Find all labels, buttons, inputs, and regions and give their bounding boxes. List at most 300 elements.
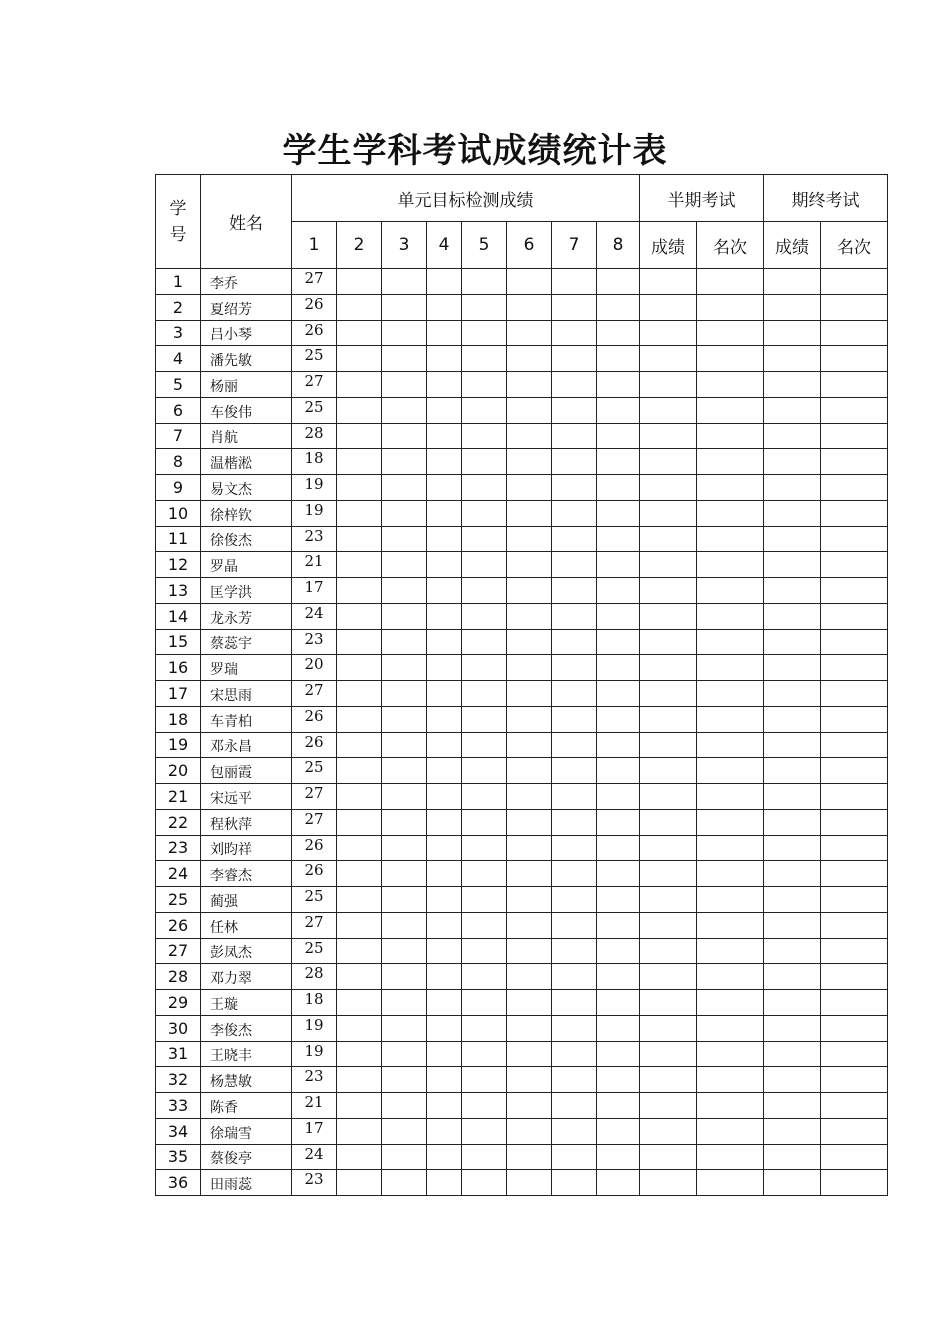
student-name-cell: 李俊杰 xyxy=(201,1015,292,1041)
final-score-cell xyxy=(764,372,821,398)
unit-3-score-cell xyxy=(382,1093,427,1119)
unit-2-score-cell xyxy=(337,475,382,501)
student-name-cell: 邓永昌 xyxy=(201,732,292,758)
unit-5-score-cell xyxy=(462,1041,507,1067)
unit-3-score-cell xyxy=(382,629,427,655)
midterm-rank-cell xyxy=(697,294,764,320)
midterm-rank-cell xyxy=(697,526,764,552)
unit-6-score-cell xyxy=(507,912,552,938)
unit-6-score-cell xyxy=(507,346,552,372)
midterm-rank-cell xyxy=(697,269,764,295)
student-no-cell: 13 xyxy=(156,578,201,604)
student-name-cell: 徐瑞雪 xyxy=(201,1118,292,1144)
student-name-cell: 潘先敏 xyxy=(201,346,292,372)
midterm-rank-cell xyxy=(697,938,764,964)
unit-7-score-cell xyxy=(552,809,597,835)
table-row xyxy=(156,372,888,398)
unit-6-score-cell xyxy=(507,629,552,655)
unit-2-score-cell xyxy=(337,372,382,398)
midterm-score-cell xyxy=(640,269,697,295)
table-row xyxy=(156,346,888,372)
midterm-score-cell xyxy=(640,861,697,887)
unit-7-score-cell xyxy=(552,578,597,604)
midterm-rank-cell xyxy=(697,1093,764,1119)
page-title: 学生学科考试成绩统计表 xyxy=(282,131,668,171)
unit-1-score-cell: 21 xyxy=(292,552,337,578)
student-name-cell: 宋思雨 xyxy=(201,681,292,707)
unit-1-score-cell: 19 xyxy=(292,500,337,526)
final-rank-cell xyxy=(821,1118,888,1144)
midterm-score-cell xyxy=(640,1067,697,1093)
unit-2-score-cell xyxy=(337,397,382,423)
unit-4-score-cell xyxy=(427,372,462,398)
student-name-cell: 匡学洪 xyxy=(201,578,292,604)
unit-5-score-cell xyxy=(462,1093,507,1119)
unit-2-score-cell xyxy=(337,449,382,475)
final-score-cell xyxy=(764,990,821,1016)
table-row xyxy=(156,681,888,707)
unit-3-score-cell xyxy=(382,526,427,552)
student-name-cell: 夏绍芳 xyxy=(201,294,292,320)
unit-2-score-cell xyxy=(337,346,382,372)
unit-2-score-cell xyxy=(337,681,382,707)
student-no-cell: 35 xyxy=(156,1144,201,1170)
unit-1-score-cell: 28 xyxy=(292,423,337,449)
table-row xyxy=(156,809,888,835)
unit-1-score-cell: 25 xyxy=(292,758,337,784)
unit-8-score-cell xyxy=(597,784,640,810)
unit-2-header: 2 xyxy=(337,222,382,269)
unit-5-score-cell xyxy=(462,372,507,398)
unit-2-score-cell xyxy=(337,784,382,810)
unit-3-score-cell xyxy=(382,732,427,758)
midterm-rank-cell xyxy=(697,1067,764,1093)
student-no-cell: 34 xyxy=(156,1118,201,1144)
unit-3-score-cell xyxy=(382,1144,427,1170)
table-row xyxy=(156,423,888,449)
final-score-cell xyxy=(764,526,821,552)
midterm-rank-cell xyxy=(697,372,764,398)
unit-1-score-cell: 19 xyxy=(292,1015,337,1041)
final-score-cell xyxy=(764,1144,821,1170)
final-rank-cell xyxy=(821,887,888,913)
final-rank-cell xyxy=(821,1015,888,1041)
unit-1-score-cell: 26 xyxy=(292,732,337,758)
unit-3-score-cell xyxy=(382,938,427,964)
student-no-cell: 1 xyxy=(156,269,201,295)
midterm-rank-cell xyxy=(697,629,764,655)
unit-7-score-cell xyxy=(552,603,597,629)
unit-2-score-cell xyxy=(337,964,382,990)
table-row xyxy=(156,603,888,629)
unit-2-score-cell xyxy=(337,1067,382,1093)
final-rank-cell xyxy=(821,500,888,526)
final-score-cell xyxy=(764,1118,821,1144)
final-score-cell xyxy=(764,681,821,707)
unit-8-score-cell xyxy=(597,964,640,990)
unit-7-score-cell xyxy=(552,320,597,346)
unit-6-score-cell xyxy=(507,732,552,758)
final-rank-cell xyxy=(821,861,888,887)
final-score-cell xyxy=(764,629,821,655)
unit-8-score-cell xyxy=(597,397,640,423)
unit-1-header: 1 xyxy=(292,222,337,269)
unit-1-score-cell: 23 xyxy=(292,1170,337,1196)
unit-3-score-cell xyxy=(382,1015,427,1041)
unit-5-score-cell xyxy=(462,835,507,861)
unit-3-score-cell xyxy=(382,758,427,784)
table-row xyxy=(156,526,888,552)
unit-2-score-cell xyxy=(337,320,382,346)
unit-4-score-cell xyxy=(427,1067,462,1093)
table-row xyxy=(156,784,888,810)
final-score-cell xyxy=(764,1093,821,1119)
final-rank-cell xyxy=(821,423,888,449)
unit-6-score-cell xyxy=(507,1067,552,1093)
unit-7-score-cell xyxy=(552,1144,597,1170)
unit-3-score-cell xyxy=(382,578,427,604)
unit-7-score-cell xyxy=(552,655,597,681)
midterm-score-cell xyxy=(640,990,697,1016)
final-rank-cell xyxy=(821,294,888,320)
final-score-cell xyxy=(764,294,821,320)
student-name-cell: 车青柏 xyxy=(201,706,292,732)
student-no-cell: 31 xyxy=(156,1041,201,1067)
unit-3-score-cell xyxy=(382,1118,427,1144)
student-no-cell: 2 xyxy=(156,294,201,320)
midterm-rank-cell xyxy=(697,990,764,1016)
unit-4-score-cell xyxy=(427,1144,462,1170)
unit-2-score-cell xyxy=(337,1093,382,1119)
unit-tests-header: 单元目标检测成绩 xyxy=(292,175,640,222)
unit-2-score-cell xyxy=(337,603,382,629)
unit-7-score-cell xyxy=(552,294,597,320)
unit-4-score-cell xyxy=(427,346,462,372)
unit-5-score-cell xyxy=(462,758,507,784)
midterm-rank-cell xyxy=(697,964,764,990)
final-score-cell xyxy=(764,732,821,758)
midterm-rank-cell xyxy=(697,912,764,938)
unit-5-score-cell xyxy=(462,449,507,475)
unit-7-score-cell xyxy=(552,475,597,501)
unit-4-score-cell xyxy=(427,1015,462,1041)
unit-6-score-cell xyxy=(507,449,552,475)
student-name-cell: 杨慧敏 xyxy=(201,1067,292,1093)
final-rank-cell xyxy=(821,964,888,990)
unit-1-score-cell: 25 xyxy=(292,346,337,372)
table-row xyxy=(156,835,888,861)
unit-2-score-cell xyxy=(337,706,382,732)
final-rank-cell xyxy=(821,269,888,295)
table-row xyxy=(156,655,888,681)
unit-7-score-cell xyxy=(552,861,597,887)
table-row xyxy=(156,887,888,913)
unit-7-score-cell xyxy=(552,732,597,758)
final-rank-cell xyxy=(821,1041,888,1067)
table-row xyxy=(156,1144,888,1170)
midterm-score-cell xyxy=(640,1015,697,1041)
table-row xyxy=(156,990,888,1016)
final-rank-cell xyxy=(821,784,888,810)
unit-2-score-cell xyxy=(337,990,382,1016)
table-row xyxy=(156,397,888,423)
final-score-cell xyxy=(764,423,821,449)
student-name-cell: 龙永芳 xyxy=(201,603,292,629)
midterm-score-cell xyxy=(640,603,697,629)
final-score-cell xyxy=(764,706,821,732)
final-rank-header: 名次 xyxy=(821,222,888,269)
student-no-cell: 25 xyxy=(156,887,201,913)
final-rank-cell xyxy=(821,449,888,475)
table-row xyxy=(156,861,888,887)
student-name-cell: 徐梓钦 xyxy=(201,500,292,526)
student-no-cell: 11 xyxy=(156,526,201,552)
unit-5-score-cell xyxy=(462,706,507,732)
unit-8-score-cell xyxy=(597,346,640,372)
unit-8-score-cell xyxy=(597,809,640,835)
student-no-cell: 12 xyxy=(156,552,201,578)
student-no-cell: 29 xyxy=(156,990,201,1016)
unit-3-score-cell xyxy=(382,809,427,835)
table-row xyxy=(156,938,888,964)
unit-5-score-cell xyxy=(462,500,507,526)
unit-4-score-cell xyxy=(427,320,462,346)
unit-1-score-cell: 23 xyxy=(292,526,337,552)
final-score-cell xyxy=(764,861,821,887)
unit-4-score-cell xyxy=(427,629,462,655)
student-no-cell: 19 xyxy=(156,732,201,758)
unit-1-score-cell: 27 xyxy=(292,372,337,398)
unit-4-score-cell xyxy=(427,1041,462,1067)
final-rank-cell xyxy=(821,1093,888,1119)
table-row xyxy=(156,912,888,938)
student-no-cell: 17 xyxy=(156,681,201,707)
midterm-score-cell xyxy=(640,835,697,861)
unit-5-score-cell xyxy=(462,629,507,655)
unit-3-score-cell xyxy=(382,294,427,320)
table-row xyxy=(156,578,888,604)
student-name-cell: 罗晶 xyxy=(201,552,292,578)
student-name-cell: 罗瑞 xyxy=(201,655,292,681)
midterm-rank-cell xyxy=(697,397,764,423)
midterm-score-cell xyxy=(640,449,697,475)
midterm-rank-cell xyxy=(697,449,764,475)
midterm-score-cell xyxy=(640,372,697,398)
unit-8-score-cell xyxy=(597,1015,640,1041)
student-no-cell: 7 xyxy=(156,423,201,449)
unit-4-score-cell xyxy=(427,603,462,629)
unit-2-score-cell xyxy=(337,552,382,578)
unit-1-score-cell: 25 xyxy=(292,397,337,423)
unit-3-score-cell xyxy=(382,1170,427,1196)
unit-8-score-cell xyxy=(597,1144,640,1170)
unit-4-header: 4 xyxy=(427,222,462,269)
final-rank-cell xyxy=(821,706,888,732)
unit-3-score-cell xyxy=(382,990,427,1016)
unit-6-score-cell xyxy=(507,655,552,681)
final-rank-cell xyxy=(821,809,888,835)
unit-4-score-cell xyxy=(427,1170,462,1196)
unit-7-score-cell xyxy=(552,423,597,449)
midterm-score-cell xyxy=(640,938,697,964)
student-no-cell: 9 xyxy=(156,475,201,501)
midterm-rank-cell xyxy=(697,835,764,861)
unit-1-score-cell: 27 xyxy=(292,681,337,707)
final-rank-cell xyxy=(821,1170,888,1196)
midterm-score-cell xyxy=(640,912,697,938)
midterm-score-cell xyxy=(640,320,697,346)
student-no-cell: 16 xyxy=(156,655,201,681)
final-rank-cell xyxy=(821,938,888,964)
unit-8-score-cell xyxy=(597,681,640,707)
unit-7-score-cell xyxy=(552,912,597,938)
student-rows xyxy=(156,269,888,1196)
midterm-score-cell xyxy=(640,1118,697,1144)
midterm-rank-cell xyxy=(697,346,764,372)
unit-8-score-cell xyxy=(597,1093,640,1119)
student-no-cell: 15 xyxy=(156,629,201,655)
student-no-cell: 18 xyxy=(156,706,201,732)
midterm-score-cell xyxy=(640,706,697,732)
unit-3-score-cell xyxy=(382,784,427,810)
unit-6-score-cell xyxy=(507,475,552,501)
unit-3-score-cell xyxy=(382,1041,427,1067)
midterm-rank-cell xyxy=(697,887,764,913)
midterm-rank-cell xyxy=(697,784,764,810)
unit-4-score-cell xyxy=(427,938,462,964)
student-name-cell: 程秋萍 xyxy=(201,809,292,835)
final-score-cell xyxy=(764,964,821,990)
unit-1-score-cell: 18 xyxy=(292,990,337,1016)
midterm-score-cell xyxy=(640,526,697,552)
midterm-rank-cell xyxy=(697,861,764,887)
unit-6-score-cell xyxy=(507,1093,552,1119)
unit-7-score-cell xyxy=(552,835,597,861)
student-name-cell: 徐俊杰 xyxy=(201,526,292,552)
unit-4-score-cell xyxy=(427,526,462,552)
unit-4-score-cell xyxy=(427,784,462,810)
midterm-rank-cell xyxy=(697,655,764,681)
student-no-cell: 36 xyxy=(156,1170,201,1196)
final-rank-cell xyxy=(821,835,888,861)
unit-8-score-cell xyxy=(597,706,640,732)
table-row xyxy=(156,732,888,758)
table-row xyxy=(156,449,888,475)
unit-5-score-cell xyxy=(462,1144,507,1170)
final-score-cell xyxy=(764,1041,821,1067)
unit-7-score-cell xyxy=(552,500,597,526)
student-no-header-top: 学 xyxy=(169,198,187,219)
unit-1-score-cell: 27 xyxy=(292,784,337,810)
student-no-cell: 10 xyxy=(156,500,201,526)
unit-5-score-cell xyxy=(462,320,507,346)
unit-6-score-cell xyxy=(507,681,552,707)
unit-7-score-cell xyxy=(552,372,597,398)
unit-6-score-cell xyxy=(507,500,552,526)
unit-8-score-cell xyxy=(597,475,640,501)
unit-1-score-cell: 20 xyxy=(292,655,337,681)
unit-8-score-cell xyxy=(597,912,640,938)
unit-6-score-cell xyxy=(507,603,552,629)
unit-4-score-cell xyxy=(427,1118,462,1144)
unit-5-score-cell xyxy=(462,964,507,990)
unit-3-score-cell xyxy=(382,681,427,707)
midterm-score-cell xyxy=(640,964,697,990)
midterm-rank-cell xyxy=(697,1118,764,1144)
unit-8-score-cell xyxy=(597,372,640,398)
final-rank-cell xyxy=(821,990,888,1016)
unit-7-score-cell xyxy=(552,449,597,475)
unit-4-score-cell xyxy=(427,578,462,604)
unit-1-score-cell: 19 xyxy=(292,1041,337,1067)
unit-6-score-cell xyxy=(507,372,552,398)
unit-2-score-cell xyxy=(337,809,382,835)
unit-1-score-cell: 26 xyxy=(292,835,337,861)
student-no-cell: 6 xyxy=(156,397,201,423)
unit-2-score-cell xyxy=(337,861,382,887)
final-score-cell xyxy=(764,397,821,423)
unit-2-score-cell xyxy=(337,758,382,784)
unit-7-score-cell xyxy=(552,964,597,990)
unit-5-score-cell xyxy=(462,603,507,629)
unit-3-score-cell xyxy=(382,552,427,578)
unit-6-score-cell xyxy=(507,758,552,784)
midterm-score-cell xyxy=(640,629,697,655)
student-name-cell: 肖航 xyxy=(201,423,292,449)
unit-3-score-cell xyxy=(382,835,427,861)
unit-4-score-cell xyxy=(427,912,462,938)
final-rank-cell xyxy=(821,629,888,655)
student-name-cell: 任林 xyxy=(201,912,292,938)
midterm-score-cell xyxy=(640,1170,697,1196)
unit-8-score-cell xyxy=(597,449,640,475)
midterm-rank-cell xyxy=(697,1144,764,1170)
unit-1-score-cell: 26 xyxy=(292,706,337,732)
midterm-score-cell xyxy=(640,346,697,372)
student-name-cell: 蔡蕊宇 xyxy=(201,629,292,655)
unit-8-score-cell xyxy=(597,1118,640,1144)
midterm-score-cell xyxy=(640,1093,697,1119)
unit-4-score-cell xyxy=(427,449,462,475)
final-rank-cell xyxy=(821,372,888,398)
unit-6-score-cell xyxy=(507,990,552,1016)
unit-4-score-cell xyxy=(427,294,462,320)
student-no-cell: 5 xyxy=(156,372,201,398)
unit-4-score-cell xyxy=(427,887,462,913)
unit-1-score-cell: 23 xyxy=(292,1067,337,1093)
unit-7-score-cell xyxy=(552,1067,597,1093)
midterm-rank-cell xyxy=(697,732,764,758)
student-no-header xyxy=(156,175,201,269)
unit-3-score-cell xyxy=(382,320,427,346)
final-score-cell xyxy=(764,603,821,629)
midterm-score-cell xyxy=(640,784,697,810)
unit-1-score-cell: 25 xyxy=(292,938,337,964)
final-header: 期终考试 xyxy=(764,175,888,222)
unit-7-score-cell xyxy=(552,758,597,784)
midterm-score-cell xyxy=(640,1041,697,1067)
unit-6-score-cell xyxy=(507,1015,552,1041)
final-rank-cell xyxy=(821,758,888,784)
unit-6-score-cell xyxy=(507,809,552,835)
student-no-cell: 27 xyxy=(156,938,201,964)
unit-6-score-cell xyxy=(507,706,552,732)
midterm-score-cell xyxy=(640,1144,697,1170)
final-rank-cell xyxy=(821,346,888,372)
unit-8-score-cell xyxy=(597,861,640,887)
unit-1-score-cell: 27 xyxy=(292,809,337,835)
midterm-rank-cell xyxy=(697,809,764,835)
